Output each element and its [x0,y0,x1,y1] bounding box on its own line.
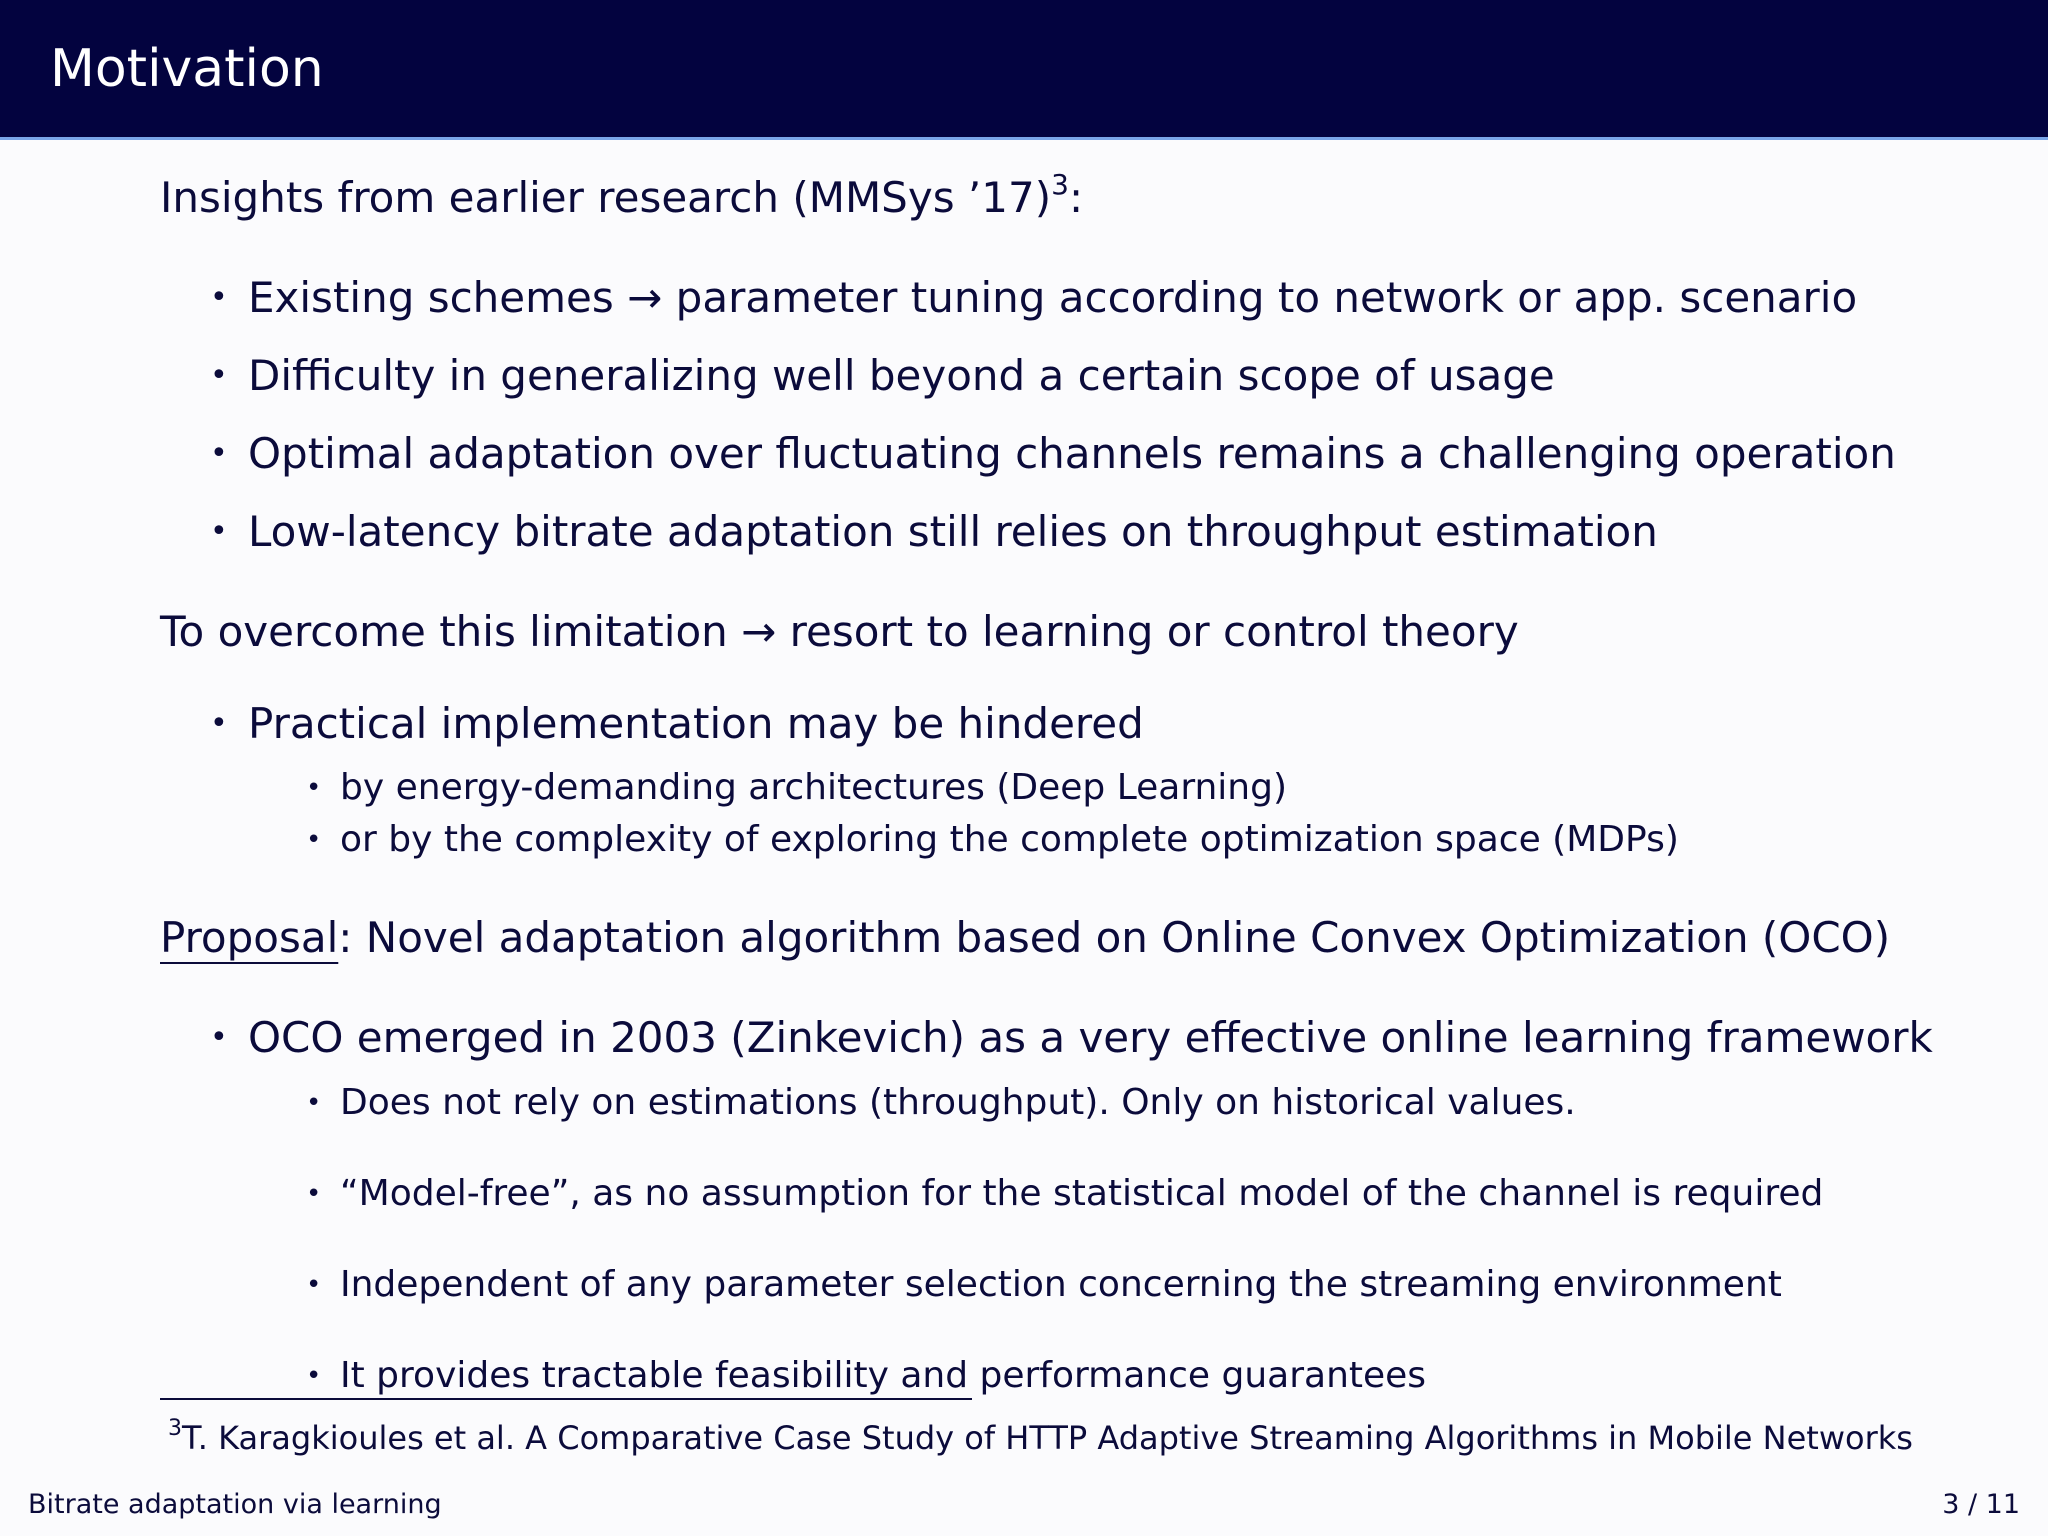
footer-title: Bitrate adaptation via learning [28,1489,442,1520]
sub-bullet-item: • or by the complexity of exploring the complete optimization space (MDPs) [340,817,1679,863]
sub-bullet-item: • by energy-demanding architectures (Deep Learning) [340,765,1287,811]
proposal-label: Proposal [160,913,339,962]
bullet-item: • Difficulty in generalizing well beyond a certain scope of usage [248,350,1555,402]
section1-heading-text: Insights from earlier research (MMSys ’17) [160,173,1052,222]
sub-bullet-item: • It provides tractable feasibility and performance guarantees [340,1353,1426,1399]
bullet-item: • Existing schemes → parameter tuning according to network or app. scenario [248,272,1857,324]
bullet-item: • Optimal adaptation over fluctuating channels remains a challenging operation [248,428,1896,480]
section2-heading: To overcome this limitation → resort to learning or control theory [160,607,1519,656]
footnote-ref: 3 [1051,168,1069,201]
section1-heading-suffix: : [1068,173,1084,222]
footnote-marker: 3 [168,1416,182,1441]
bullet-item: • Practical implementation may be hindered [248,698,1144,750]
footnote-text: T. Karagkioules et al. A Comparative Case Study of HTTP Adaptive Streaming Algorithms in Mobile Networks [182,1419,1913,1457]
section3-heading-text: : Novel adaptation algorithm based on Online Convex Optimization (OCO) [338,913,1891,962]
bullet-item: • OCO emerged in 2003 (Zinkevich) as a very effective online learning framework [248,1012,1933,1064]
footnote-divider [160,1398,972,1400]
page-number: 3 / 11 [1942,1489,2020,1520]
sub-bullet-item: • “Model-free”, as no assumption for the statistical model of the channel is required [340,1171,1823,1217]
sub-bullet-item: • Independent of any parameter selection concerning the streaming environment [340,1262,1782,1308]
sub-bullet-item: • Does not rely on estimations (throughput). Only on historical values. [340,1080,1576,1126]
footnote [168,1418,1913,1458]
section3-heading [160,912,1890,964]
bullet-item: • Low-latency bitrate adaptation still relies on throughput estimation [248,506,1658,558]
section1-heading [160,168,1084,224]
slide-title: Motivation [50,39,324,99]
